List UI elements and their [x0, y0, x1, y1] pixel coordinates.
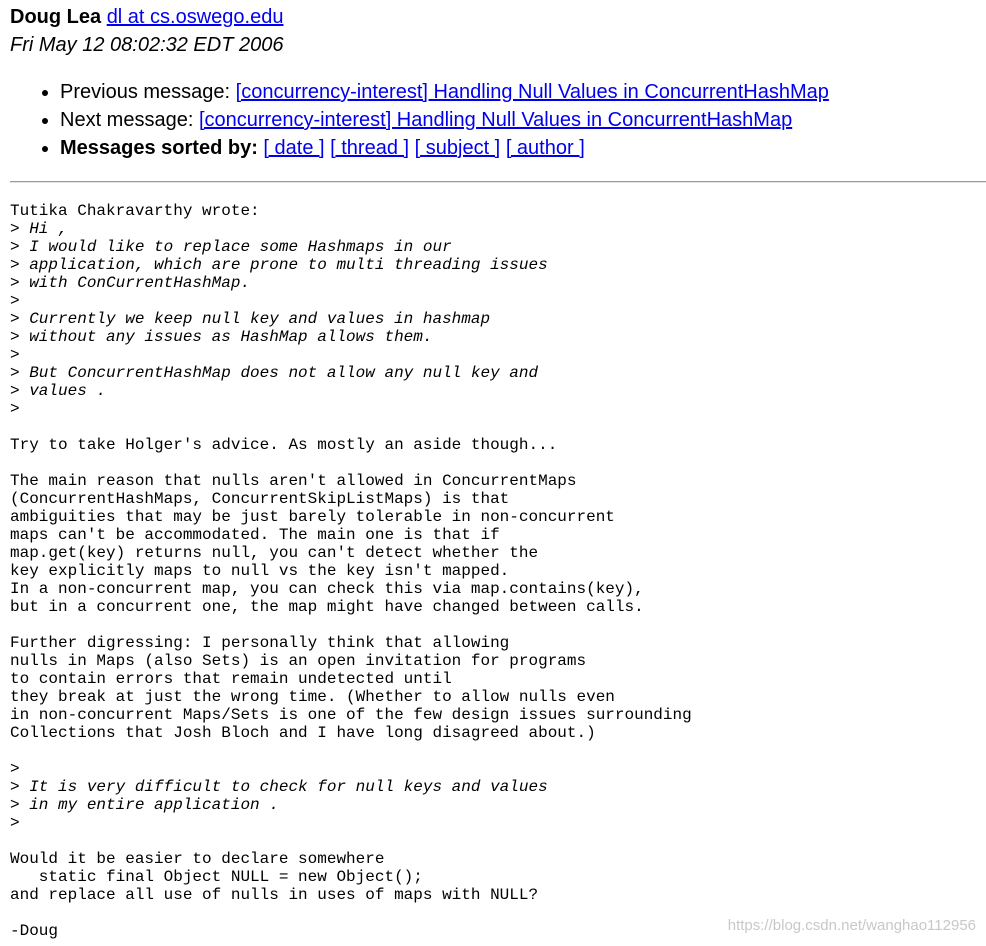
- message-line: [10, 238, 692, 256]
- quoted-text: application, which are prone to multi threading issues: [29, 256, 548, 274]
- message-line: [10, 292, 692, 310]
- message-line: [10, 562, 692, 580]
- message-line: [10, 400, 692, 418]
- message-line: [10, 382, 692, 400]
- message-line: [10, 778, 692, 796]
- message-line: [10, 724, 692, 742]
- sort-by-thread-link[interactable]: [ thread ]: [330, 137, 410, 159]
- message-line-text: and replace all use of nulls in uses of maps with NULL?: [10, 886, 539, 904]
- message-line: [10, 922, 692, 940]
- previous-message-link[interactable]: [concurrency-interest] Handling Null Values in ConcurrentHashMap: [235, 81, 829, 103]
- message-line-text: >: [10, 778, 30, 796]
- author-line: [10, 3, 283, 31]
- message-line: [10, 364, 692, 382]
- message-line: [10, 472, 692, 490]
- message-line-text: >: [10, 796, 30, 814]
- message-line: [10, 274, 692, 292]
- message-line: [10, 706, 692, 724]
- message-line: [10, 742, 692, 760]
- message-line: [10, 796, 692, 814]
- message-line: [10, 814, 692, 832]
- message-line: [10, 760, 692, 778]
- message-header: [10, 3, 283, 59]
- message-date: Fri May 12 08:02:32 EDT 2006: [10, 34, 284, 56]
- message-line: [10, 346, 692, 364]
- message-line-text: -Doug: [10, 922, 59, 940]
- message-line: [10, 256, 692, 274]
- message-line-text: Would it be easier to declare somewhere: [10, 850, 385, 868]
- message-line-text: to contain errors that remain undetected until: [10, 670, 452, 688]
- message-line: [10, 544, 692, 562]
- sort-by-subject-link[interactable]: [ subject ]: [414, 137, 501, 159]
- message-line-text: >: [10, 220, 30, 238]
- message-line-text: >: [10, 274, 30, 292]
- message-line: [10, 202, 692, 220]
- message-line-text: Collections that Josh Bloch and I have long disagreed about.): [10, 724, 596, 742]
- message-line: [10, 652, 692, 670]
- message-line-text: >: [10, 256, 30, 274]
- message-line-text: Try to take Holger's advice. As mostly an aside though...: [10, 436, 558, 454]
- author-email-link[interactable]: dl at cs.oswego.edu: [106, 6, 284, 28]
- message-line: [10, 310, 692, 328]
- message-line-text: key explicitly maps to null vs the key isn't mapped.: [10, 562, 510, 580]
- quoted-text: values .: [29, 382, 107, 400]
- message-line-text: ambiguities that may be just barely tolerable in non-concurrent: [10, 508, 615, 526]
- message-line: [10, 616, 692, 634]
- message-line-text: nulls in Maps (also Sets) is an open invitation for programs: [10, 652, 587, 670]
- message-line-text: static final Object NULL = new Object();: [10, 868, 423, 886]
- message-body: [10, 202, 692, 940]
- message-navigation: [10, 78, 829, 162]
- next-message-link[interactable]: [concurrency-interest] Handling Null Values in ConcurrentHashMap: [198, 109, 793, 131]
- message-line-text: (ConcurrentHashMaps, ConcurrentSkipListMaps) is that: [10, 490, 510, 508]
- message-line-text: Tutika Chakravarthy wrote:: [10, 202, 260, 220]
- message-line-text: The main reason that nulls aren't allowed in ConcurrentMaps: [10, 472, 577, 490]
- message-line: [10, 436, 692, 454]
- message-line: [10, 526, 692, 544]
- message-line: [10, 418, 692, 436]
- sorted-by-label: Messages sorted by:: [60, 137, 258, 159]
- message-line: [10, 598, 692, 616]
- message-line: [10, 634, 692, 652]
- message-line-text: map.get(key) returns null, you can't detect whether the: [10, 544, 539, 562]
- message-line: [10, 688, 692, 706]
- message-line-text: in non-concurrent Maps/Sets is one of the few design issues surrounding: [10, 706, 692, 724]
- message-line-text: >: [10, 238, 30, 256]
- sort-by-author-link[interactable]: [ author ]: [505, 137, 585, 159]
- message-line-text: >: [10, 400, 20, 418]
- message-line: [10, 580, 692, 598]
- message-line: [10, 508, 692, 526]
- message-line-text: >: [10, 328, 30, 346]
- message-line-text: but in a concurrent one, the map might have changed between calls.: [10, 598, 644, 616]
- message-line-text: >: [10, 814, 20, 832]
- header-divider: [10, 181, 986, 183]
- message-line-text: >: [10, 382, 30, 400]
- sort-by-date-link[interactable]: [ date ]: [263, 137, 325, 159]
- quoted-text: Hi ,: [29, 220, 68, 238]
- message-line-text: >: [10, 760, 20, 778]
- message-line: [10, 868, 692, 886]
- message-line-text: In a non-concurrent map, you can check this via map.contains(key),: [10, 580, 644, 598]
- message-line: [10, 490, 692, 508]
- author-name: Doug Lea: [10, 6, 102, 28]
- message-line-text: >: [10, 310, 30, 328]
- quoted-text: I would like to replace some Hashmaps in our: [29, 238, 452, 256]
- next-message-item: [60, 106, 829, 134]
- message-line: [10, 220, 692, 238]
- previous-message-item: [60, 78, 829, 106]
- message-line: [10, 904, 692, 922]
- message-line: [10, 670, 692, 688]
- quoted-text: in my entire application .: [29, 796, 279, 814]
- quoted-text: It is very difficult to check for null keys and values: [29, 778, 548, 796]
- quoted-text: Currently we keep null key and values in hashmap: [29, 310, 491, 328]
- message-line-text: they break at just the wrong time. (Whether to allow nulls even: [10, 688, 615, 706]
- quoted-text: with ConCurrentHashMap.: [29, 274, 251, 292]
- watermark: https://blog.csdn.net/wanghao112956: [727, 917, 976, 934]
- next-message-label: Next message:: [60, 109, 199, 131]
- message-line: [10, 454, 692, 472]
- message-line-text: >: [10, 364, 30, 382]
- message-line: [10, 886, 692, 904]
- message-line-text: >: [10, 346, 20, 364]
- previous-message-label: Previous message:: [60, 81, 236, 103]
- message-line-text: Further digressing: I personally think that allowing: [10, 634, 510, 652]
- sort-options-item: [60, 134, 829, 162]
- message-line: [10, 850, 692, 868]
- message-line-text: maps can't be accommodated. The main one is that if: [10, 526, 500, 544]
- quoted-text: But ConcurrentHashMap does not allow any null key and: [29, 364, 539, 382]
- message-line: [10, 328, 692, 346]
- message-line: [10, 832, 692, 850]
- quoted-text: without any issues as HashMap allows them.: [29, 328, 433, 346]
- message-line-text: >: [10, 292, 20, 310]
